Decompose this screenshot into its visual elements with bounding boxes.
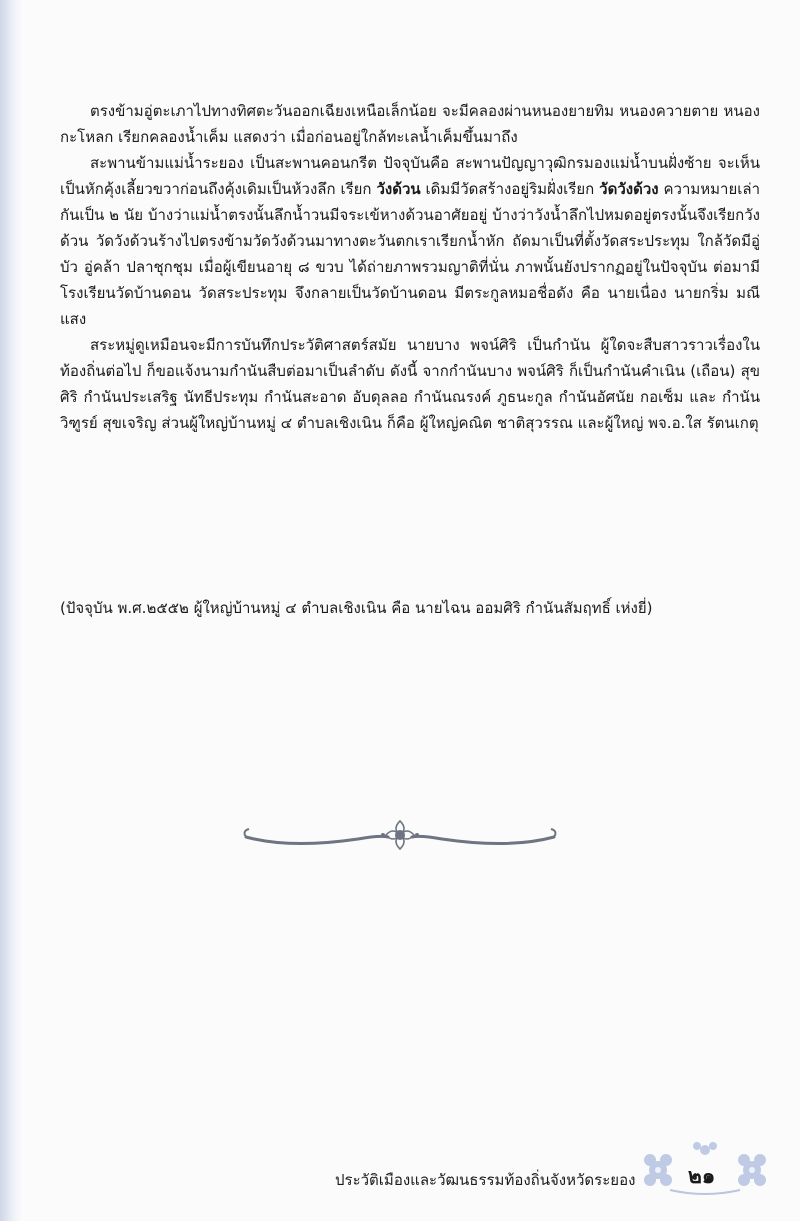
paragraph-2-part-d: ความหมายเล่ากันเป็น ๒ นัย บ้างว่าแม่น้ำตรงนั้นลึกน้ำวนมีจระเข้หางด้วนอาศัยอยู่ บ้างว่าวังน้ำลึกไปหมดอยู่ตรงนั้นจึงเรียกวังด้วน วัดวังด้วนร้างไปตรงข้ามวัดวังด้วนมาทางตะวันตกเราเรียกน้ำหัก ถัดมาเป็นที่ตั้งวัดสระประทุม ใกล้วัดมีอู่บัว อู่คล้า ปลาชุกชุม เมื่อผู้เขียนอายุ ๘ ขวบ ได้ถ่ายภาพรวมญาติที่นั่น ภาพนั้นยังปรากฏอยู่ในปัจจุบัน ต่อมามีโรงเรียนวัดบ้านดอน วัดสระประทุม จึงกลายเป็นวัดบ้านดอน มีตระกูลหมอชื่อดัง คือ นายเนื่อง นายกริ่ม มณีแสง [60, 180, 761, 328]
paragraph-2-part-a: สะพานข้ามแม่น้ำระยอง เป็นสะพานคอนกรีต ปัจจุบันคือ สะพานปัญญาวุฒิกรมองแม่น้ำบนฝั่งซ้าย จะเห็นเป็นหักคุ้งเลี้ยวขวาก่อนถึงคุ้งเดิมเป็นห้วงลึก เรียก [60, 154, 760, 198]
flourish-divider-icon [240, 815, 560, 855]
page-number: ๒๑ [688, 1164, 716, 1188]
paragraph-3: สระหมู่ดูเหมือนจะมีการบันทึกประวัติศาสตร์สมัย นายบาง พจน์ศิริ เป็นกำนัน ผู้ใดจะสืบสาวราวเรื่องในท้องถิ่นต่อไป ก็ขอแจ้งนามกำนันสืบต่อมาเป็นลำดับ ดังนี้ จากกำนันบาง พจน์ศิริ ก็เป็นกำนันคำเนิน (เถือน) สุขศิริ กำนันประเสริฐ นัทธีประทุม กำนันสะอาด อับดุลลอ กำนันณรงค์ ภูธนะกูล กำนันอัศนัย กอเซ็ม และ กำนันวิฑูรย์ สุขเจริญ ส่วนผู้ใหญ่บ้านหมู่ ๔ ตำบลเชิงเนิน ก็คือ ผู้ใหญ่คณิต ชาติสุวรรณ และผู้ใหญ่ พจ.อ.ใส รัตนเกตุ [60, 336, 760, 432]
body-text [60, 98, 760, 436]
paragraph-2-part-c: เดิมมีวัดสร้างอยู่ริมฝั่งเรียก [420, 180, 600, 198]
term-wat-wang-duang: วัดวังด้วง [599, 180, 659, 198]
paragraph-2 [60, 150, 760, 332]
footnote: (ปัจจุบัน พ.ศ.๒๕๕๒ ผู้ใหญ่บ้านหมู่ ๔ ตำบลเชิงเนิน คือ นายไฉน ออมศิริ กำนันสัมฤทธิ์ เห่งยี่) [60, 599, 653, 617]
paragraph-1: ตรงข้ามอู่ตะเภาไปทางทิศตะวันออกเฉียงเหนือเล็กน้อย จะมีคลองผ่านหนองยายทิม หนองควายตาย หนองกะโหลก เรียกคลองน้ำเค็ม แสดงว่า เมื่อก่อนอยู่ใกล้ทะเลน้ำเค็มขึ้นมาถึง [60, 102, 760, 146]
footer-title: ประวัติเมืองและวัฒนธรรมท้องถิ่นจังหวัดระยอง [335, 1171, 636, 1189]
term-wang-duan: วังด้วน [376, 180, 421, 198]
